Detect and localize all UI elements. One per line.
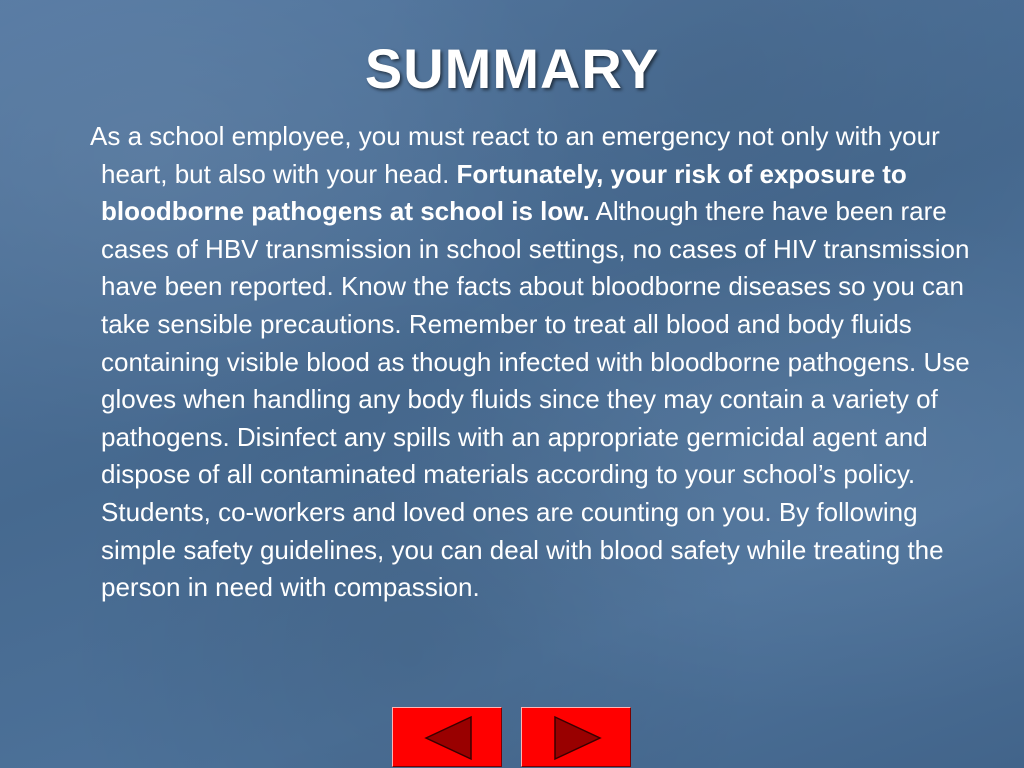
triangle-left-icon	[393, 708, 503, 768]
summary-paragraph	[90, 118, 981, 607]
triangle-right-icon	[522, 708, 632, 768]
slide-title: SUMMARY	[364, 37, 660, 100]
previous-slide-button[interactable]	[392, 707, 502, 767]
next-slide-button[interactable]	[521, 707, 631, 767]
paragraph-text-rest: Although there have been rare cases of HBV transmission in school settings, no cases of HIV transmission have been reported. Know the facts about bloodborne diseases so you can take sensible precautions. Remember to treat all blood and body fluids containing visible blood as though infected with bloodborne pathogens. Use gloves when handling any body fluids since they may contain a variety of pathogens. Disinfect any spills with an appropriate germicidal agent and dispose of all contaminated materials according to your school’s policy. Students, co-workers and loved ones are counting on you. By following simple safety guidelines, you can deal with blood safety while treating the person in need with compassion.	[101, 196, 970, 603]
paragraph-text-bold: Fortunately, your risk of exposure to bloodborne pathogens at school is low.	[101, 158, 907, 227]
paragraph-text-intro: As a school employee, you must react to an emergency not only with your heart, but also with your head.	[90, 121, 940, 189]
